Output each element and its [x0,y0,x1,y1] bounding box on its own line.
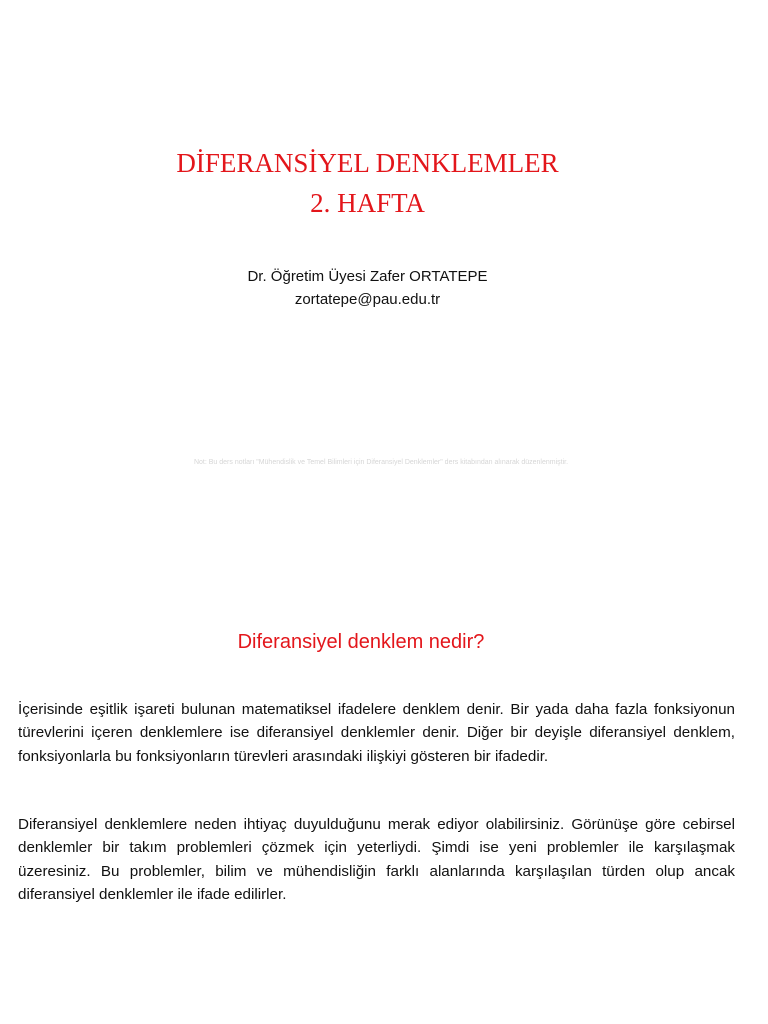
paragraph-2: Diferansiyel denklemlere neden ihtiyaç duyulduğunu merak ediyor olabilirsiniz. Görünüşe göre cebirsel denklemler bir takım problemleri çözmek için yeterliydi. Şimdi ise yeni problemler ile karşılaşmak üzeresiniz. Bu problemler, bilim ve mühendisliğin farklı alanlarında karşılaşılan türden olup ancak diferansiyel denklemler ile ifade edilirler. [18,816,735,903]
source-note: Not: Bu ders notları "Mühendislik ve Temel Bilimleri için Diferansiyel Denklemler" ders kitabından alınarak düzenlenmiştir. [193,459,569,466]
paragraph-1: İçerisinde eşitlik işareti bulunan matematiksel ifadelere denklem denir. Bir yada daha fazla fonksiyonun türevlerini içeren denklemlere ise diferansiyel denklemler denir. Diğer bir deyişle diferansiyel denklem, fonksiyonlarla bu fonksiyonların türevleri arasındaki ilişkiyi gösteren bir ifadedir. [18,701,735,765]
document-title: DİFERANSİYEL DENKLEMLER [176,148,559,178]
author-name: Dr. Öğretim Üyesi Zafer ORTATEPE [247,268,488,285]
section-heading: Diferansiyel denklem nedir? [237,631,485,653]
author-email: zortatepe@pau.edu.tr [294,291,441,308]
document-week-title: 2. HAFTA [310,188,425,218]
